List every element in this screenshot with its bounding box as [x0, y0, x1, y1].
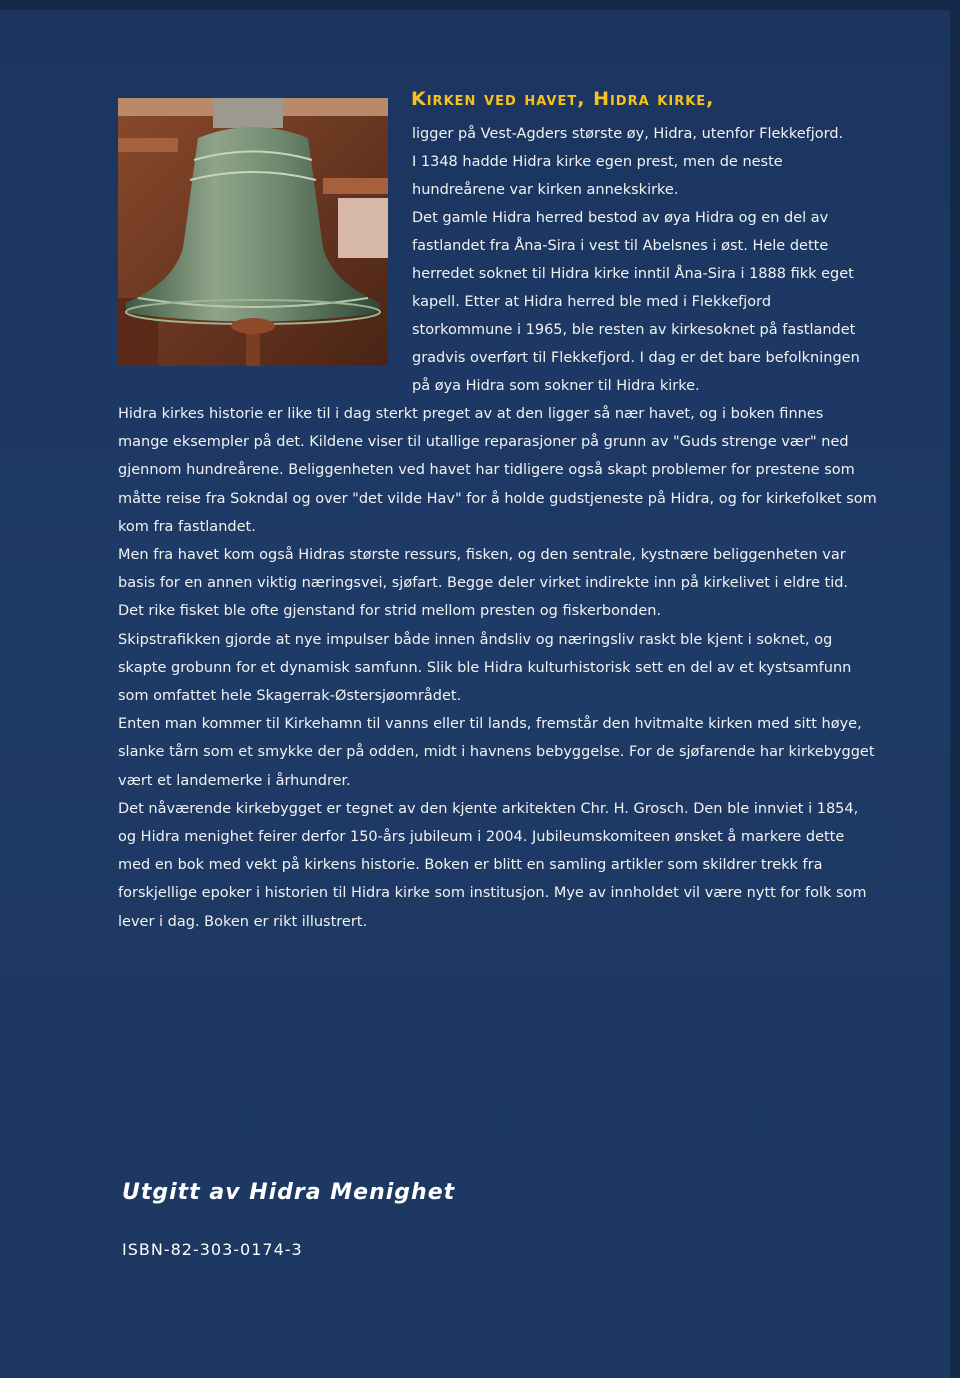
body-text	[118, 400, 878, 936]
bell-icon	[118, 98, 388, 366]
intro-paragraph: Det gamle Hidra herred bestod av øya Hidra og en del av fastlandet fra Åna-Sira i vest til Abelsnes i øst. Hele dette herredet soknet til Hidra kirke inntil Åna-Sira i 1888 fikk eget kapell. Etter at Hidra herred ble med i Flekkefjord storkommune i 1965, ble resten av kirkesoknet på fastlandet gradvis overført til Flekkefjord. I dag er det bare befolkningen på øya Hidra som sokner til Hidra kirke.	[412, 210, 860, 394]
cover-right-edge	[950, 0, 960, 1378]
book-title: Kirken ved havet, Hidra kirke,	[411, 88, 715, 110]
church-bell-photo	[118, 98, 388, 366]
intro-paragraph: ligger på Vest-Agders største øy, Hidra, utenfor Flekkefjord.	[412, 126, 844, 142]
body-paragraph: Men fra havet kom også Hidras største ressurs, fisken, og den sentrale, kystnære beliggenheten var basis for en annen viktig næringsvei, sjøfart. Begge deler virket indirekte inn på kirkelivet i eldre tid. Det rike fisket ble ofte gjenstand for strid mellom presten og fiskerbonden.	[118, 547, 849, 620]
body-paragraph: Enten man kommer til Kirkehamn til vanns eller til lands, fremstår den hvitmalte kirken med sitt høye, slanke tårn som et smykke der på odden, midt i havnens bebyggelse. For de sjøfarende har kirkebygget vært et landemerke i århundrer.	[118, 716, 875, 789]
intro-text	[412, 120, 872, 400]
cover-top-edge	[0, 0, 960, 10]
body-paragraph: Hidra kirkes historie er like til i dag sterkt preget av at den ligger så nær havet, og i boken finnes mange eksempler på det. Kildene viser til utallige reparasjoner på grunn av "Guds strenge vær" ned gjennom hundreårene. Beliggenheten ved havet har tidligere også skapt problemer for prestene som måtte reise fra Sokndal og over "det vilde Hav" for å holde gudstjeneste på Hidra, og for kirkefolket som kom fra fastlandet.	[118, 406, 877, 535]
body-paragraph: Skipstrafikken gjorde at nye impulser både innen åndsliv og næringsliv raskt ble kjent i soknet, og skapte grobunn for et dynamisk samfunn. Slik ble Hidra kulturhistorisk sett en del av et kystsamfunn som omfattet hele Skagerrak-Østersjøområdet.	[118, 631, 852, 705]
publisher-line: Utgitt av Hidra Menighet	[122, 1180, 456, 1205]
intro-paragraph: I 1348 hadde Hidra kirke egen prest, men de neste hundreårene var kirken annekskirke.	[412, 154, 783, 198]
body-paragraph: Det nåværende kirkebygget er tegnet av den kjente arkitekten Chr. H. Grosch. Den ble innviet i 1854, og Hidra menighet feirer derfor 150-års jubileum i 2004. Jubileumskomiteen ønsket å markere dette med en bok med vekt på kirkens historie. Boken er blitt en samling artikler som skildrer trekk fra forskjellige epoker i historien til Hidra kirke som institusjon. Mye av innholdet vil være nytt for folk som lever i dag. Boken er rikt illustrert.	[118, 800, 867, 930]
isbn-number: ISBN-82-303-0174-3	[122, 1240, 303, 1259]
